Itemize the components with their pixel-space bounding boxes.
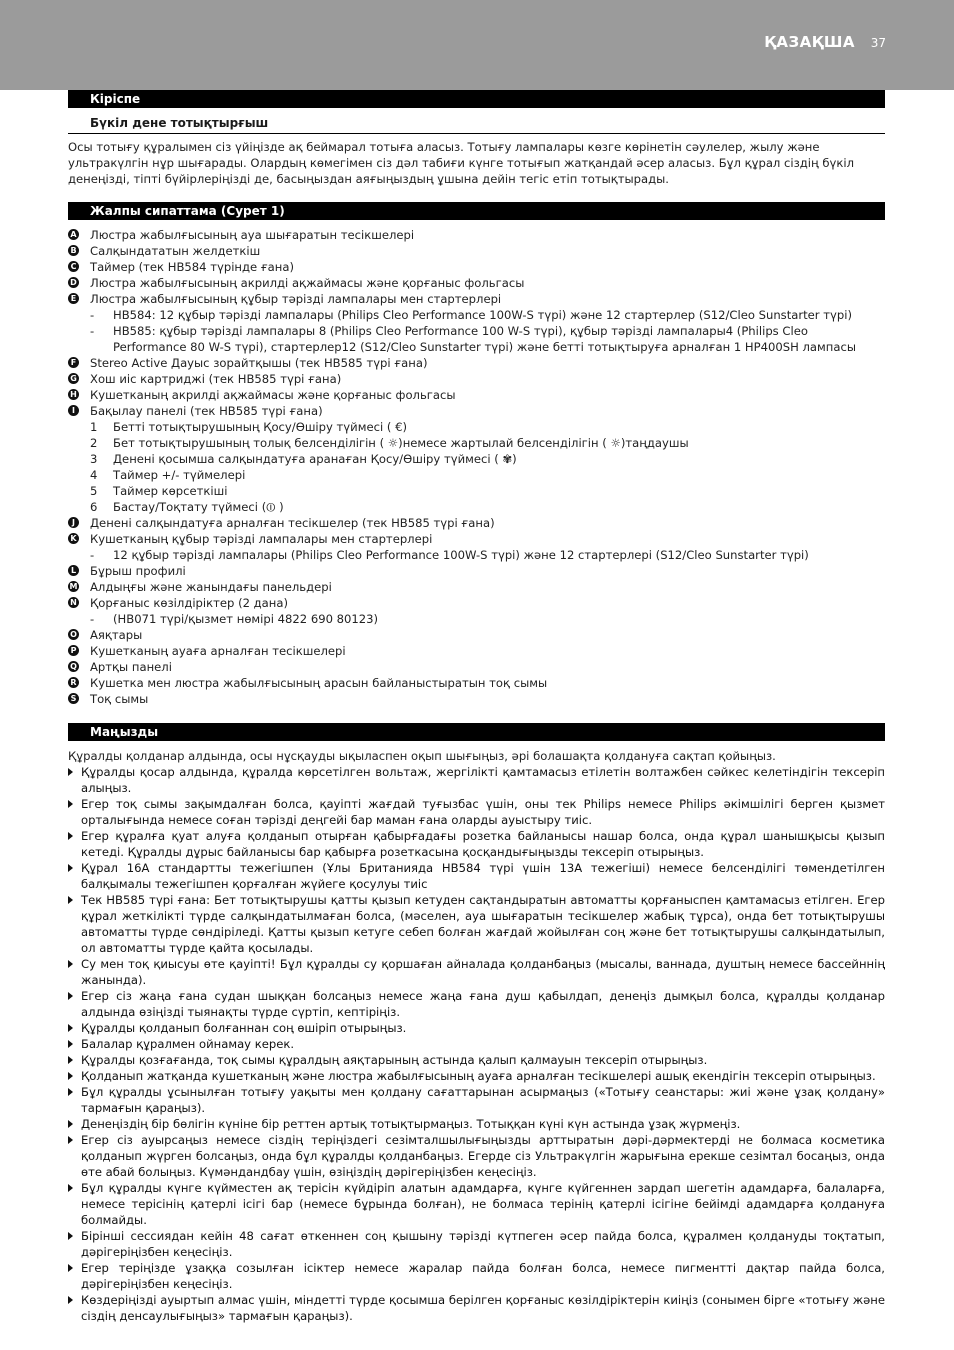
list-item xyxy=(68,483,885,499)
bullet-arrow-icon xyxy=(68,1136,73,1144)
bullet-item xyxy=(68,1260,885,1292)
bullet-arrow-icon xyxy=(68,1120,73,1128)
bullet-arrow-icon xyxy=(68,1232,73,1240)
item-text: Таймер (тек HB584 түрінде ғана) xyxy=(90,260,294,274)
list-item xyxy=(68,435,885,451)
bullet-arrow-icon xyxy=(68,1296,73,1304)
important-intro: Құралды қолданар алдында, осы нұсқауды ықыласпен оқып шығыңыз, әрі болашақта қолдануға сақтап қойыңыз. xyxy=(68,749,776,763)
list-item xyxy=(68,243,885,259)
letter-badge: G xyxy=(68,373,79,384)
sub-item-text: HB584: 12 құбыр тәрізді лампалары (Philips Cleo Performance 100W-S түрі) және 12 стартерлер (S12/Cleo Sunstarter түрі) xyxy=(113,308,852,322)
item-text: Кушетканың акрилді ақжаймасы және қорғаныс фольгасы xyxy=(90,388,456,402)
item-text: Кушетканың құбыр тәрізді лампалары мен стартерлері xyxy=(90,532,433,546)
letter-badge: O xyxy=(68,629,79,640)
bullet-item xyxy=(68,956,885,988)
sub-item-text: Таймер +/- түймелері xyxy=(113,468,246,482)
bullet-text: Егер тоқ сымы зақымдалған болса, қауіпті жағдай туғызбас үшін, оны тек Philips немесе Philips әкімшілігі берген қызмет орталығында немесе соған тәрізді деңгейі бар маман ғана оларды ауыстыру тиіс. xyxy=(81,797,885,827)
number-marker: 2 xyxy=(90,436,98,450)
list-item xyxy=(68,355,885,371)
number-marker: 1 xyxy=(90,420,98,434)
list-item xyxy=(68,611,885,627)
bullet-arrow-icon xyxy=(68,768,73,776)
bullet-item xyxy=(68,1084,885,1116)
bullet-text: Бірінші сессиядан кейін 48 сағат өткеннен соң қышыну тәрізді күтпеген әсер пайда болса, құралмен қолдануды тоқтатып, дәрігеріңізбен кеңесіңіз. xyxy=(81,1229,885,1259)
list-item xyxy=(68,563,885,579)
list-item xyxy=(68,531,885,547)
letter-badge: H xyxy=(68,389,79,400)
dash-marker: - xyxy=(90,308,95,322)
bullet-item xyxy=(68,796,885,828)
bullet-text: Бұл құралды ұсынылған тотығу уақыты мен қолдану сағаттарынан асырмаңыз («Тотығу сеанстары: жиі және ұзақ қолдану» тармағын қараңыз). xyxy=(81,1085,885,1115)
bullet-item xyxy=(68,1180,885,1228)
letter-badge: E xyxy=(68,293,79,304)
item-text: Stereo Active Дауыс зорайтқышы (тек HB585 түрі ғана) xyxy=(90,356,428,370)
list-item xyxy=(68,627,885,643)
number-marker: 5 xyxy=(90,484,98,498)
item-text: Люстра жабылғысының акрилді ақжаймасы және қорғаныс фольгасы xyxy=(90,276,525,290)
language-label: ҚАЗАҚША xyxy=(764,33,855,51)
letter-badge: M xyxy=(69,582,78,591)
bullet-arrow-icon xyxy=(68,1024,73,1032)
list-item xyxy=(68,499,885,515)
letter-badge: N xyxy=(68,597,79,608)
list-item xyxy=(68,451,885,467)
list-item xyxy=(68,691,885,707)
bullet-text: Тек HB585 түрі ғана: Бет тотықтырушы қатты қызып кетуден сақтандыратын автоматты қорғаныспен қамтамасыз етілген. Егер құрал жеткілікті түрде салқындатылмаған болса, (мәселен, ауа шығаратын тесікшелер жабық тұрса), онда бет тотықтырушы автоматты түрде сөндіріледі. Қатты қызып кетуге себеп болған жағдай жойылған соң және бет тотықтырушы салқындатылып, ол автоматты түрде қайта қосылады. xyxy=(81,893,885,955)
sub-item-text: (HB071 түрі/қызмет нөмірі 4822 690 80123) xyxy=(113,612,379,626)
bullet-text: Құралды қозғағанда, тоқ сымы құралдың аяқтарының астында қалып қалмауын тексеріп отырыңыз. xyxy=(81,1053,708,1067)
item-text: Кушетка мен люстра жабылғысының арасын байланыстыратын тоқ сымы xyxy=(90,676,548,690)
dash-marker: - xyxy=(90,548,95,562)
bullet-text: Қолданып жатқанда кушетканың және люстра жабылғысының ауаға арналған тесікшелері ашық екендігін тексеріп отырыңыз. xyxy=(81,1069,876,1083)
bullet-text: Егер сіз жаңа ғана судан шыққан болсаңыз немесе жаңа ғана душ қабылдап, денеңіз дымқыл болса, құралды қолданар алдында өзіңізді тыянақты түрде сүртіп, кептіріңіз. xyxy=(81,989,885,1019)
bullet-text: Көздеріңізді ауыртып алмас үшін, міндетті түрде қосымша берілген қорғаныс көзілдіріктерін киіңіз (сонымен бірге «тотығу және сіздің денсаулығыңыз» тармағын қараңыз). xyxy=(81,1293,885,1323)
bullet-arrow-icon xyxy=(68,1072,73,1080)
bullet-item xyxy=(68,828,885,860)
list-item xyxy=(68,259,885,275)
bullet-arrow-icon xyxy=(68,1184,73,1192)
bullet-arrow-icon xyxy=(68,832,73,840)
bullet-text: Егер сіз ауырсаңыз немесе сіздің теріңіздегі сезімталшылығыңызды арттыратын дәрі-дәрмектерді не болмаса косметика қолданып жүрген болсаңыз, онда бұл құралды қолданбаңыз. Егерде сіз Ультракүлгін жарығына ерекше сезімтал босаңыз, онда өте абай болыңыз. Күмәндандбау үшін, өзіңіздің дәрігеріңізбен кеңесіңіз. xyxy=(81,1133,885,1179)
item-text: Алдыңғы және жанындағы панельдері xyxy=(90,580,332,594)
list-item xyxy=(68,595,885,611)
general-description-list xyxy=(68,227,885,707)
bullet-item xyxy=(68,1292,885,1324)
list-item xyxy=(68,403,885,419)
item-text: Қорғаныс көзілдіріктер (2 дана) xyxy=(90,596,288,610)
letter-badge: C xyxy=(68,261,79,272)
number-marker: 3 xyxy=(90,452,98,466)
bullet-item xyxy=(68,892,885,956)
bullet-text: Құрал 16А стандартты тежегішпен (Ұлы Британияда HB584 түрі үшін 13А тежегіші) немесе белсенділігі төмендетілген балқымалы тежегішпен қорғалған жүйеге қосулуы тиіс xyxy=(81,861,885,891)
letter-badge: F xyxy=(68,357,79,368)
list-item xyxy=(68,291,885,307)
list-item xyxy=(68,227,885,243)
page-number: 37 xyxy=(870,36,886,50)
bullet-text: Құралды қолданып болғаннан соң өшіріп отырыңыз. xyxy=(81,1021,407,1035)
bullet-arrow-icon xyxy=(68,1088,73,1096)
section-bar-important: Маңызды xyxy=(68,723,885,741)
bullet-text: Құралды қосар алдында, құралда көрсетілген вольтаж, жергілікті қамтамасыз етілетін волтажбен сәйкес келетіндігін тексеріп алыңыз. xyxy=(81,765,885,795)
list-item xyxy=(68,515,885,531)
letter-badge: K xyxy=(68,533,79,544)
important-bullet-list xyxy=(68,764,885,1324)
list-item xyxy=(68,643,885,659)
item-text: Денені салқындатуға арналған тесікшелер (тек HB585 түрі ғана) xyxy=(90,516,495,530)
letter-badge: J xyxy=(68,517,79,528)
sub-item-text: Таймер көрсеткіші xyxy=(113,484,228,498)
sub-item-text: 12 құбыр тәрізді лампалары (Philips Cleo Performance 100W-S түрі) және 12 стартерлері (S12/Cleo Sunstarter түрі) xyxy=(113,548,809,562)
subheading-rule xyxy=(68,133,885,134)
list-item xyxy=(68,579,885,595)
sub-item-text: Бет тотықтырушының толық белсенділігін ( ☼)немесе жартылай белсенділігін ( ☼)таңдаушы xyxy=(113,436,689,450)
letter-badge: Q xyxy=(68,661,79,672)
item-text: Люстра жабылғысының ауа шығаратын тесікшелері xyxy=(90,228,415,242)
bullet-text: Бұл құралды күнге күйместен ақ терісін күйдіріп алатын адамдарға, күнге күйгеннен зардап шегетін адамдарға, балаларға, немесе терісінің қатерлі ісігі бар (немесе бұрында болған), не болмаса терінің қатерлі ісігіне бейімді адамдарға қолдануға болмайды. xyxy=(81,1181,885,1227)
bullet-item xyxy=(68,1132,885,1180)
letter-badge: D xyxy=(68,277,79,288)
list-item xyxy=(68,307,885,323)
bullet-item xyxy=(68,1020,885,1036)
item-text: Артқы панелі xyxy=(90,660,172,674)
letter-badge: P xyxy=(68,645,79,656)
section-bar-general: Жалпы сипаттама (Сурет 1) xyxy=(68,202,885,220)
bullet-arrow-icon xyxy=(68,896,73,904)
list-item xyxy=(68,659,885,675)
sub-item-text: HB585: құбыр тәрізді лампалары 8 (Philips Cleo Performance 100 W-S түрі), құбыр тәрізді лампалары4 (Philips Cleo Performance 80 W-S түрі), стартерлер12 (S12/Cleo Sunstarter түрі) және бетті тотықтыруға арналған 1 HP400SH лампасы xyxy=(113,324,856,354)
intro-paragraph: Осы тотығу құралымен сіз үйіңізде ақ беймарал тотыға аласыз. Тотығу лампалары көзге көрінетін сәулелер, жылу және ультракүлгін нұр шығарады. Олардың көмегімен сіз дәл табиғи күнге тотығып жатқандай әсер аласыз. Бұл құрал сіздің бүкіл денеңізді, тіпті бүйірлеріңізді де, басыңыздан аяғыңыздың ұшына дейін тегіс етіп тотықтырады. xyxy=(68,140,855,186)
intro-subheading: Бүкіл дене тотықтырғыш xyxy=(90,116,269,130)
bullet-arrow-icon xyxy=(68,992,73,1000)
bullet-arrow-icon xyxy=(68,1056,73,1064)
item-text: Кушетканың ауаға арналған тесікшелері xyxy=(90,644,346,658)
item-text: Бақылау панелі (тек HB585 түрі ғана) xyxy=(90,404,323,418)
bullet-item xyxy=(68,764,885,796)
bullet-item xyxy=(68,1116,885,1132)
number-marker: 4 xyxy=(90,468,98,482)
bullet-text: Денеңіздің бір бөлігін күніне бір реттен артық тотықтырмаңыз. Тотыққан күні күн астында ұзақ жүрмеңіз. xyxy=(81,1117,741,1131)
item-text: Салқындататын желдеткіш xyxy=(90,244,261,258)
bullet-arrow-icon xyxy=(68,1264,73,1272)
bullet-item xyxy=(68,988,885,1020)
letter-badge: I xyxy=(68,405,79,416)
bullet-item xyxy=(68,1228,885,1260)
bullet-item xyxy=(68,1068,885,1084)
bullet-text: Балалар құралмен ойнамау керек. xyxy=(81,1037,295,1051)
bullet-text: Егер теріңізде ұзаққа созылған ісіктер немесе жаралар пайда болған болса, немесе пигментті дақтар пайда болса, дәрігеріңізбен кеңесіңіз. xyxy=(81,1261,885,1291)
bullet-arrow-icon xyxy=(68,1040,73,1048)
item-text: Люстра жабылғысының құбыр тәрізді лампалары мен стартерлері xyxy=(90,292,502,306)
item-text: Бұрыш профилі xyxy=(90,564,186,578)
list-item xyxy=(68,419,885,435)
letter-badge: B xyxy=(68,245,79,256)
bullet-text: Су мен тоқ қиысуы өте қауіпті! Бұл құралды су қоршаған айналада қолданбаңыз (мысалы, ваннада, душтың немесе бассейннің жанында). xyxy=(81,957,885,987)
item-text: Аяқтары xyxy=(90,628,143,642)
bullet-text: Егер құралға қуат алуға қолданып отырған қабырғадағы розетка байланысы нашар болса, онда құрал шанышқысы қызып кетеді. Құралды дұрыс байланысы бар қабырға розеткасына қосқандығыңызды тексеріп отырыңыз. xyxy=(81,829,885,859)
number-marker: 6 xyxy=(90,500,98,514)
sub-item-text: Денені қосымша салқындатуға аранаған Қосу/Өшіру түймесі ( ✾) xyxy=(113,452,517,466)
dash-marker: - xyxy=(90,324,95,338)
list-item xyxy=(68,275,885,291)
item-text: Хош иіс картриджі (тек HB585 түрі ғана) xyxy=(90,372,342,386)
item-text: Тоқ сымы xyxy=(90,692,149,706)
bullet-arrow-icon xyxy=(68,960,73,968)
list-item xyxy=(68,323,885,355)
bullet-item xyxy=(68,860,885,892)
letter-badge: A xyxy=(68,229,79,240)
bullet-arrow-icon xyxy=(68,864,73,872)
sub-item-text: Бетті тотықтырушының Қосу/Өшіру түймесі ( €) xyxy=(113,420,407,434)
letter-badge: L xyxy=(68,565,79,576)
bullet-item xyxy=(68,1036,885,1052)
sub-item-text: Бастау/Тоқтату түймесі (⏼ ) xyxy=(113,500,284,514)
list-item xyxy=(68,547,885,563)
bullet-item xyxy=(68,1052,885,1068)
letter-badge: R xyxy=(68,677,79,688)
bullet-arrow-icon xyxy=(68,800,73,808)
dash-marker: - xyxy=(90,612,95,626)
list-item xyxy=(68,675,885,691)
list-item xyxy=(68,387,885,403)
list-item xyxy=(68,371,885,387)
section-bar-intro: Кіріспе xyxy=(68,90,885,108)
list-item xyxy=(68,467,885,483)
letter-badge: S xyxy=(68,693,79,704)
